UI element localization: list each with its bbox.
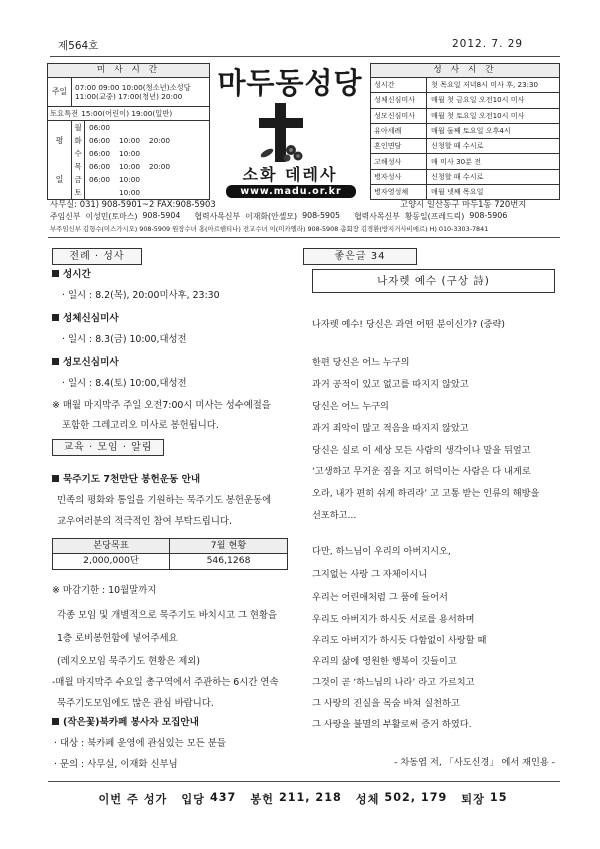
hymn-entry: [250, 791, 341, 807]
sacrament-row: [371, 170, 559, 185]
hymn-name: 성체: [355, 793, 380, 806]
hymn-numbers: 437: [209, 791, 237, 804]
poem-line: 우리도 아버지가 하시듯 서로를 용서하며: [312, 614, 475, 625]
sacrament-value: 신청할 때 수시로: [431, 141, 484, 151]
cross-horizontal-beam: [259, 118, 303, 128]
clergy-name: 이재화(안셀모): [245, 212, 298, 221]
sacrament-value: 매 미사 30분 전: [431, 156, 482, 166]
bullet-square-icon: [52, 270, 59, 277]
poem-line: 우리도 아버지가 하시듯 다함없이 사랑할 때: [312, 635, 487, 646]
weekday-time: 06:00: [89, 148, 111, 158]
clergy-name: 황동일(프레드릭): [404, 212, 465, 221]
flower-icon: [284, 145, 303, 162]
poem-line: 그것이 곧 ‘하느님의 나라’ 라고 가르치고: [312, 677, 475, 688]
good-text-title: 나자렛 예수 (구상 詩): [312, 269, 555, 293]
poem-line: 과거 죄악이 많고 적음을 따지지 않았고: [312, 423, 469, 434]
weekday-row: [72, 121, 209, 134]
weekday-time: 20:00: [149, 135, 171, 145]
mass-times-title: 미 사 시 간: [48, 64, 209, 78]
liturgy-item-detail: · 일시 : 8.2(목), 20:00미사후, 23:30: [62, 290, 220, 301]
sunday-times-line: 11:00(교중) 17:00(청년) 20:00: [75, 92, 183, 101]
poem-source: - 차동엽 저, 「사도신경」 에서 재인용 -: [394, 757, 555, 768]
poem-line: 당신은 어느 누구의: [312, 401, 389, 412]
table-header-cell: 7월 현황: [210, 540, 247, 551]
bullet-square-icon: [52, 718, 59, 725]
sacrament-value: 매월 둘째 토요일 오후4시: [431, 126, 511, 136]
rosary-line: (레지오모임 묵주기도 현황은 제외): [57, 656, 201, 667]
weekday-row: [72, 173, 209, 186]
clergy-role: 협력사목신부: [194, 212, 241, 221]
rosary-line: -매월 마지막주 수요일 총구역에서 주관하는 6시간 연속: [52, 677, 279, 688]
cross-logo: [253, 103, 309, 163]
sacrament-label: 성체신심미사: [371, 93, 427, 107]
clergy-role: 주임신부: [50, 212, 81, 221]
clergy-entry: [194, 211, 340, 222]
hymn-numbers: 211, 218: [278, 791, 342, 804]
sacrament-value: 첫 목요일 저녁8시 미사 후, 23:30: [431, 80, 539, 90]
weekday-time: 10:00: [119, 187, 141, 197]
saturday-row: [48, 107, 209, 121]
sacrament-label: 혼인면담: [371, 139, 427, 153]
weekday-day: 수: [72, 147, 85, 160]
bullet-square-icon: [52, 475, 59, 482]
sacrament-row: [371, 109, 559, 124]
patron-saint: 소화 데레사: [242, 165, 338, 184]
office-contact: 사무실: 031) 908-5901~2 FAX:908-5903: [50, 199, 216, 209]
hymn-entry: [461, 791, 507, 807]
poem-line: 당신은 실로 이 세상 모든 사람의 생각이나 말을 뒤엎고: [312, 445, 531, 456]
weekday-time: 10:00: [119, 135, 141, 145]
liturgy-heading-text: 성체신심미사: [63, 313, 119, 324]
weekday-row: [72, 160, 209, 173]
weekday-time: 06:00: [89, 122, 111, 132]
weekday-label: [48, 121, 72, 199]
saturday-times: 15:00(어린이) 19:00(일반): [81, 108, 173, 118]
clergy-entry: [354, 211, 507, 222]
liturgy-note-line: ※ 매월 마지막주 주일 오전7:00시 미사는 성수예절을: [52, 400, 271, 411]
table-cell: 2,000,000단: [53, 554, 170, 569]
sacrament-row: [371, 139, 559, 154]
sacrament-times-title: 성 사 시 간: [371, 64, 559, 78]
saturday-label: 토요특전: [50, 108, 79, 118]
hymn-name: 입당: [181, 793, 205, 806]
weekday-time: 20:00: [149, 161, 171, 171]
table-cell: 546,1268: [206, 555, 251, 566]
liturgy-item-heading: [52, 356, 119, 369]
weekday-day: 금: [72, 173, 85, 186]
sacrament-times-box: [370, 63, 560, 200]
liturgy-heading-text: 성시간: [63, 269, 91, 280]
bookcafe-item: · 문의 : 사무실, 이재화 신부님: [54, 759, 178, 770]
liturgy-heading-text: 성모신심미사: [63, 357, 119, 368]
poem-line: 그 사랑을 불멸의 부활로써 증거 하였다.: [312, 719, 472, 730]
sunday-row: [48, 78, 209, 107]
sacrament-value: 매월 넷째 목요일: [431, 187, 484, 197]
liturgy-note-line: 포함한 그레고리오 미사로 봉헌됩니다.: [62, 420, 219, 431]
good-text-label: 좋은글 34: [303, 248, 417, 265]
clergy-phone: 908-5906: [469, 211, 508, 220]
top-divider: [50, 56, 560, 57]
sacrament-row: [371, 154, 559, 169]
rosary-line: 1층 로비봉헌함에 넣어주세요: [57, 633, 178, 644]
weekday-time: 06:00: [89, 135, 111, 145]
sacrament-row: [371, 185, 559, 199]
sacrament-label: 성시간: [371, 78, 427, 92]
sacrament-row: [371, 93, 559, 108]
sunday-times: [72, 78, 209, 106]
rosary-goal-table: [52, 538, 288, 570]
hymn-name: 봉헌: [250, 793, 274, 806]
header-divider: [48, 237, 560, 238]
liturgy-item-detail: · 일시 : 8.3(금) 10:00,대성전: [62, 334, 187, 345]
poem-line: 과거 공적이 있고 없고를 따지지 않았고: [312, 379, 469, 390]
hymn-numbers: 15: [489, 791, 508, 804]
rosary-body-line: 민족의 평화와 통일을 기원하는 묵주기도 봉헌운동에: [57, 495, 272, 506]
liturgy-item-heading: [52, 268, 91, 281]
rosary-line: 묵주기도모임에도 많은 관심 바랍니다.: [57, 698, 214, 709]
sacrament-label: 성모신심미사: [371, 109, 427, 123]
hymn-numbers: 502, 179: [384, 791, 448, 804]
poem-line: 우리는 어린애처럼 그 품에 들어서: [312, 592, 448, 603]
bookcafe-heading: [52, 716, 199, 729]
sunday-label: 주일: [48, 78, 72, 106]
website-badge: www.madu.or.kr: [226, 185, 356, 198]
issue-date: 2012. 7. 29: [452, 38, 524, 50]
weekday-time: 10:00: [119, 148, 141, 158]
clergy-line: [50, 211, 507, 222]
poem-line: 나자렛 예수! 당신은 과연 어떤 분이신가? (중략): [312, 319, 506, 330]
weekday-time: 10:00: [119, 161, 141, 171]
rosary-heading-text: 묵주기도 7천만단 봉헌운동 안내: [63, 474, 201, 485]
poem-line: 한편 당신은 어느 누구의: [312, 357, 410, 368]
hymn-entry: [181, 791, 236, 807]
church-address: 고양시 일산동구 마두1동 720번지: [400, 199, 527, 209]
liturgy-section-title: 전례 · 성사: [52, 248, 142, 265]
mass-times-box: [47, 63, 210, 200]
clergy-entry: [50, 211, 180, 222]
weekday-time: 06:00: [89, 174, 111, 184]
table-header-row: [53, 539, 287, 554]
bullet-square-icon: [52, 358, 59, 365]
footer-divider: [48, 781, 560, 782]
weekday-day: 토: [72, 186, 85, 199]
poem-line: 오라, 내가 편히 쉬게 하리라’ 고 고통 받는 인류의 해방을: [312, 488, 540, 499]
weekday-day: 목: [72, 160, 85, 173]
hymn-name: 퇴장: [461, 793, 485, 806]
staff-line: 부주임신부 김형수(미스가시오) 908-5909 원장수녀 홍(아르헨티나) 전교수녀 이(미카엘라) 908-5908 총회장 김경환(방지거사비에르) H) 010-3303-7841: [50, 225, 489, 233]
hymns-footer: [48, 791, 558, 807]
rosary-deadline: ※ 마감기한 : 10월말까지: [52, 585, 157, 596]
issue-number: 제564호: [58, 40, 99, 52]
rosary-line: 각종 모임 및 개별적으로 묵주기도 바치시고 그 현황을: [57, 610, 278, 621]
clergy-role: 협력사목신부: [354, 212, 400, 221]
poem-line: ‘고생하고 무거운 짐을 지고 허덕이는 사람은 다 내게로: [312, 466, 531, 477]
sacrament-row: [371, 124, 559, 139]
clergy-name: 이성민(토마스): [85, 212, 138, 221]
sacrament-value: 매월 첫 금요일 오전10시 미사: [431, 95, 525, 105]
leaf-icon: [259, 147, 274, 159]
sacrament-value: 신청할 때 수시로: [431, 171, 484, 181]
sacrament-row: [371, 78, 559, 93]
clergy-phone: 908-5905: [302, 211, 341, 220]
weekday-day: 화: [72, 134, 85, 147]
bullet-square-icon: [52, 314, 59, 321]
bookcafe-item: · 대상 : 북카페 운영에 관심있는 모든 분들: [54, 738, 226, 749]
hymns-label: 이번 주 성가: [98, 793, 168, 806]
sunday-times-line: 07:00 09:00 10:00(청소년)소성당: [75, 82, 191, 92]
clergy-phone: 908-5904: [142, 211, 181, 220]
poem-line: 그 사랑의 진실을 목숨 바쳐 실천하고: [312, 698, 460, 709]
weekday-block: [48, 121, 209, 199]
poem-line: 다만, 하느님이 우리의 아버지시오,: [312, 546, 451, 557]
cross-vertical-beam: [275, 103, 286, 162]
weekday-row: [72, 134, 209, 147]
table-header-cell: 본당목표: [53, 539, 170, 553]
weekday-label-char: 평: [55, 135, 64, 145]
rosary-body-line: 교우여러분의 적극적인 참여 부탁드립니다.: [57, 516, 232, 527]
liturgy-item-heading: [52, 312, 119, 325]
sacrament-value: 매월 첫 토요일 오전10시 미사: [431, 110, 525, 120]
poem-line: 선포하고...: [312, 510, 357, 521]
weekday-day: 월: [72, 121, 85, 134]
weekday-time: 10:00: [119, 174, 141, 184]
church-name: 마두동성당: [217, 66, 363, 100]
liturgy-item-detail: · 일시 : 8.4(토) 10:00,대성전: [62, 378, 187, 389]
table-row: [53, 554, 287, 569]
bookcafe-heading-text: (작은꽃)북카페 봉사자 모집안내: [63, 717, 199, 728]
weekday-schedule: [72, 121, 209, 199]
notices-section-title: 교육 · 모임 · 알림: [52, 439, 164, 456]
poem-line: 그지없는 사랑 그 자체이시니: [312, 569, 428, 580]
weekday-time: 06:00: [89, 161, 111, 171]
sacrament-label: 병자성사: [371, 170, 427, 184]
weekday-row: [72, 147, 209, 160]
poem-line: 우리의 삶에 영원한 행복이 깃들이고: [312, 656, 457, 667]
sacrament-label: 고해성사: [371, 154, 427, 168]
hymn-entry: [356, 791, 447, 807]
sacrament-label: 유아세례: [371, 124, 427, 138]
sacrament-label: 병자영성체: [371, 185, 427, 199]
weekday-label-char: 일: [55, 174, 64, 184]
rosary-heading: [52, 473, 200, 486]
